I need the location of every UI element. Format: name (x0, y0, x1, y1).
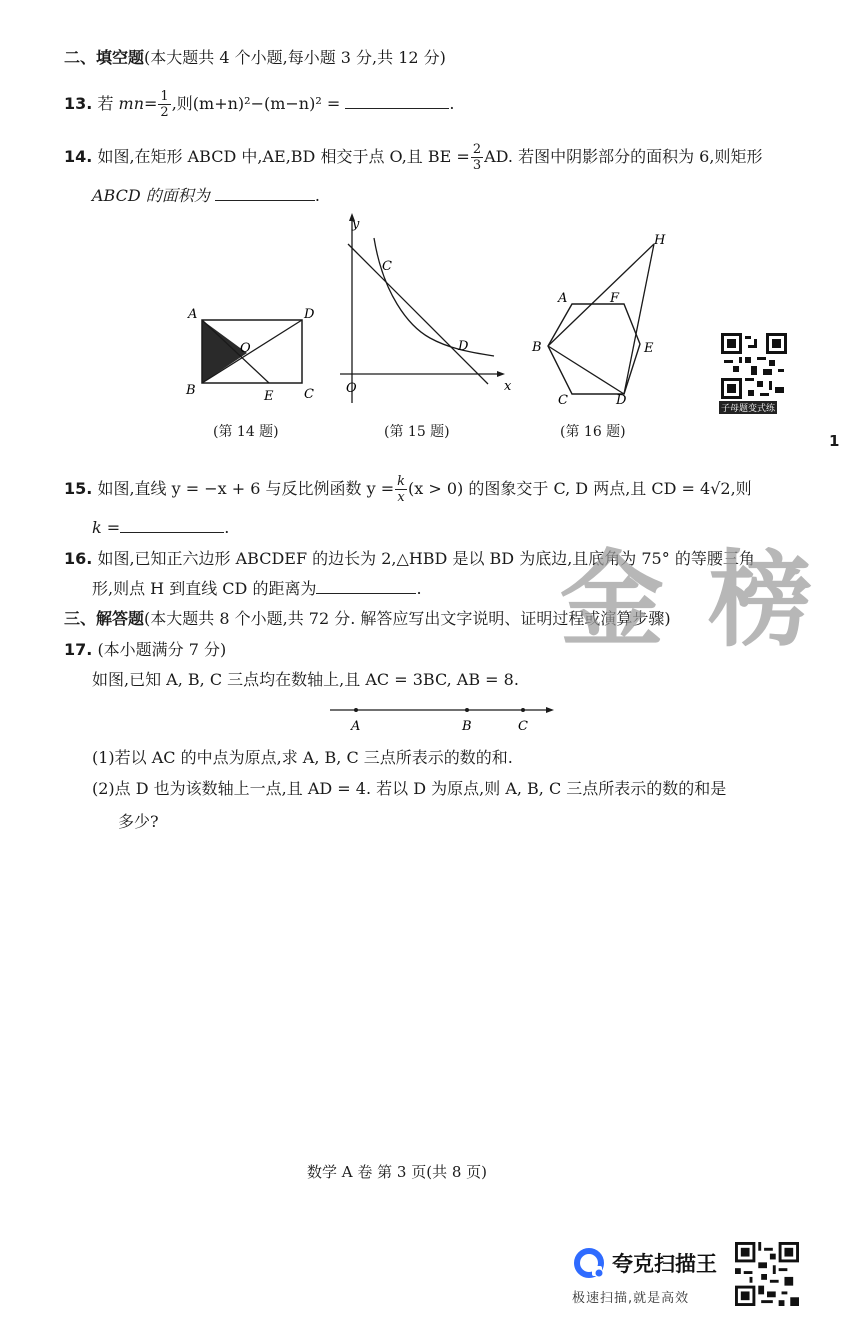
qr-code-image[interactable] (721, 333, 787, 399)
page-footer: 数学 A 卷 第 3 页(共 8 页) (307, 1163, 488, 1181)
q17-sub-question-1: (1)若以 AC 的中点为原点,求 A, B, C 三点所表示的数的和. (92, 748, 513, 767)
section-3-header (64, 609, 671, 629)
section-2-note: (本大题共 4 个小题,每小题 3 分,共 12 分) (144, 48, 446, 67)
q15-answer-blank[interactable] (120, 518, 224, 533)
quark-logo-icon (572, 1246, 606, 1280)
question-15-number: 15. (64, 479, 93, 498)
question-17-number: 17. (64, 640, 93, 659)
q15-text-a: 如图,直线 y = −x + 6 与反比例函数 y = (97, 479, 395, 498)
q17-score: (本小题满分 7 分) (97, 640, 227, 659)
margin-mark: 1 (829, 432, 840, 450)
question-13 (64, 89, 454, 120)
label-c: C (518, 719, 528, 734)
label-h: H (654, 233, 666, 248)
watermark-stamp: 金 榜 (560, 538, 817, 661)
question-14-line-1 (64, 142, 762, 173)
point-a (354, 708, 358, 712)
label-b: B (186, 383, 196, 398)
q14-frac-den: 3 (472, 158, 482, 173)
figure-15-graph (338, 208, 518, 408)
scanner-brand: 夸克扫描王 (612, 1252, 717, 1276)
q13-end: . (449, 94, 455, 113)
label-a: A (188, 307, 198, 322)
q13-mid: ,则(m+n)²−(m−n)² = (171, 94, 341, 113)
qr-caption: 子母题变式练 (719, 401, 777, 414)
label-e: E (644, 341, 654, 356)
q13-frac-num: 1 (160, 89, 169, 104)
section-3-note: (本大题共 8 个小题,共 72 分. 解答应写出文字说明、证明过程或演算步骤) (144, 609, 671, 628)
label-origin: O (346, 381, 357, 396)
figure-16-caption: (第 16 题) (560, 424, 626, 440)
q14-answer-blank[interactable] (215, 186, 315, 201)
label-c: C (558, 393, 568, 408)
x-axis-arrow (497, 371, 505, 377)
q15-frac-num: k (397, 474, 406, 489)
label-d: D (458, 339, 469, 354)
q17-sub-question-2: (2)点 D 也为该数轴上一点,且 AD = 4. 若以 D 为原点,则 A, B, C 三点所表示的数的和是 (92, 779, 727, 798)
q13-frac-den: 2 (160, 105, 169, 120)
q16-text-line2: 形,则点 H 到直线 CD 的距离为 (92, 579, 317, 598)
label-b: B (462, 719, 472, 734)
q13-prefix: 若 (97, 94, 119, 113)
question-15-line-2 (92, 518, 229, 538)
figure-14-caption: (第 14 题) (213, 424, 279, 440)
figure-15-caption: (第 15 题) (384, 424, 450, 440)
question-15-line-1 (64, 474, 752, 505)
question-13-number: 13. (64, 94, 93, 113)
q15-fraction (395, 474, 407, 505)
label-x: x (504, 379, 512, 394)
q16-answer-blank[interactable] (316, 579, 416, 594)
line-y-neg-x-plus-6 (348, 244, 488, 384)
q15-k-label: k = (92, 518, 121, 537)
label-b: B (532, 340, 542, 355)
q15-text-b: (x > 0) 的图象交于 C, D 两点,且 CD = 4√2,则 (408, 479, 752, 498)
number-line-arrow (546, 707, 554, 713)
hyperbola-curve (374, 238, 494, 356)
figure-14-rectangle (180, 296, 330, 408)
label-d: D (616, 393, 627, 408)
segment-dh (624, 244, 654, 394)
q16-text-line1: 如图,已知正六边形 ABCDEF 的边长为 2,△HBD 是以 BD 为底边,且底角为 75° 的等腰三角 (97, 549, 755, 568)
q16-end: . (416, 579, 422, 598)
label-a: A (558, 291, 568, 306)
label-c: C (382, 259, 392, 274)
section-3-title: 三、解答题 (64, 609, 145, 628)
q13-fraction (158, 89, 170, 120)
q17-sub-question-2-cont: 多少? (118, 812, 159, 831)
q14-end: . (314, 186, 320, 205)
label-d: D (304, 307, 315, 322)
label-a: A (351, 719, 361, 734)
point-c (521, 708, 525, 712)
q15-frac-den: x (397, 490, 405, 505)
point-b (465, 708, 469, 712)
figure-16-hexagon (528, 232, 678, 410)
q15-end: . (224, 518, 230, 537)
q14-text-line2: ABCD 的面积为 (92, 186, 210, 205)
question-16-line-2 (92, 579, 422, 599)
section-2-header (64, 48, 446, 68)
label-o: O (240, 341, 251, 356)
label-e: E (264, 389, 274, 404)
number-line-figure (326, 700, 556, 736)
scanner-qr-code[interactable] (735, 1242, 799, 1306)
q14-frac-num: 2 (472, 142, 482, 157)
label-c: C (304, 387, 314, 402)
q14-text-b: AD. 若图中阴影部分的面积为 6,则矩形 (484, 147, 763, 166)
q13-answer-blank[interactable] (345, 94, 449, 109)
question-16-line-1 (64, 549, 755, 569)
q13-eq: = (144, 94, 158, 113)
question-17-header (64, 640, 226, 660)
scanner-slogan: 极速扫描,就是高效 (572, 1291, 690, 1306)
question-16-number: 16. (64, 549, 93, 568)
label-f: F (610, 291, 620, 306)
q17-stem: 如图,已知 A, B, C 三点均在数轴上,且 AC = 3BC, AB = 8. (92, 670, 519, 689)
label-y: y (352, 217, 360, 232)
q14-fraction (471, 142, 483, 173)
q13-mn: mn (118, 94, 145, 113)
q14-text-a: 如图,在矩形 ABCD 中,AE,BD 相交于点 O,且 BE = (97, 147, 470, 166)
question-14-line-2 (92, 186, 320, 206)
section-2-title: 二、填空题 (64, 48, 145, 67)
question-14-number: 14. (64, 147, 93, 166)
